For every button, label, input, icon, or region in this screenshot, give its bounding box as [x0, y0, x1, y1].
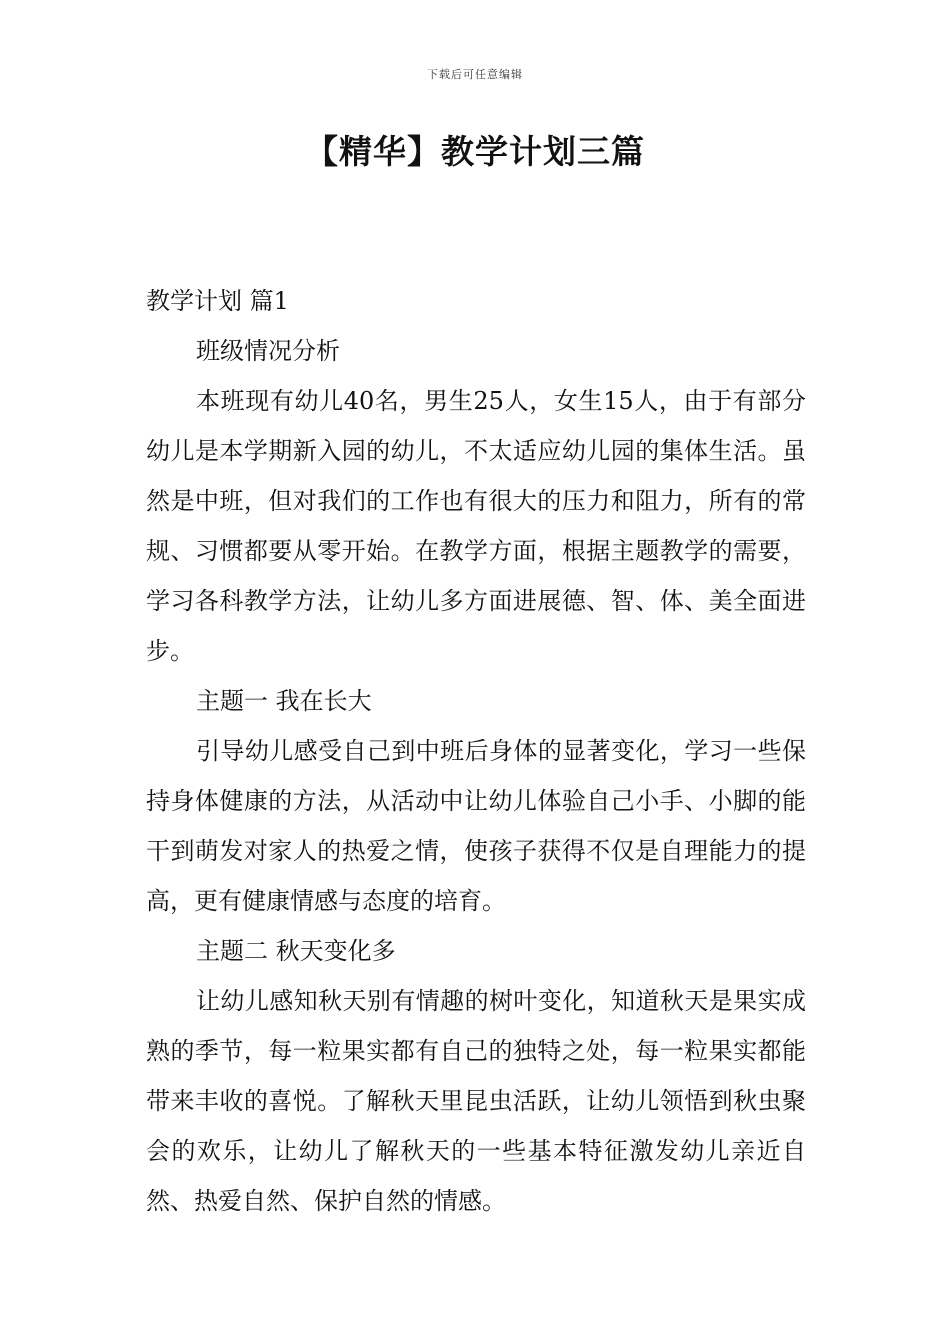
subheading-theme-two: 主题二 秋天变化多 — [196, 937, 396, 965]
paragraph-class-analysis: 本班现有幼儿40名，男生25人，女生15人，由于有部分幼儿是本学期新入园的幼儿，不太适应幼儿园的集体生活。虽然是中班，但对我们的工作也有很大的压力和阻力，所有的常规、习惯都要从零开始。在教学方面，根据主题教学的需要，学习各科教学方法，让幼儿多方面进展德、智、体、美全面进步。 — [146, 387, 806, 665]
subheading-theme-one: 主题一 我在长大 — [196, 687, 372, 715]
document-title: 【精华】教学计划三篇 — [305, 132, 645, 171]
subheading-class-analysis: 班级情况分析 — [196, 337, 340, 365]
section-heading: 教学计划 篇1 — [146, 287, 289, 315]
document-body — [146, 276, 806, 1226]
paragraph-theme-one: 引导幼儿感受自己到中班后身体的显著变化，学习一些保持身体健康的方法，从活动中让幼儿体验自己小手、小脚的能干到萌发对家人的热爱之情，使孩子获得不仅是自理能力的提高，更有健康情感与态度的培育。 — [146, 737, 806, 915]
header-note: 下载后可任意编辑 — [427, 68, 523, 81]
paragraph-theme-two: 让幼儿感知秋天别有情趣的树叶变化，知道秋天是果实成熟的季节，每一粒果实都有自己的独特之处，每一粒果实都能带来丰收的喜悦。了解秋天里昆虫活跃，让幼儿领悟到秋虫聚会的欢乐，让幼儿了解秋天的一些基本特征激发幼儿亲近自然、热爱自然、保护自然的情感。 — [146, 987, 806, 1215]
